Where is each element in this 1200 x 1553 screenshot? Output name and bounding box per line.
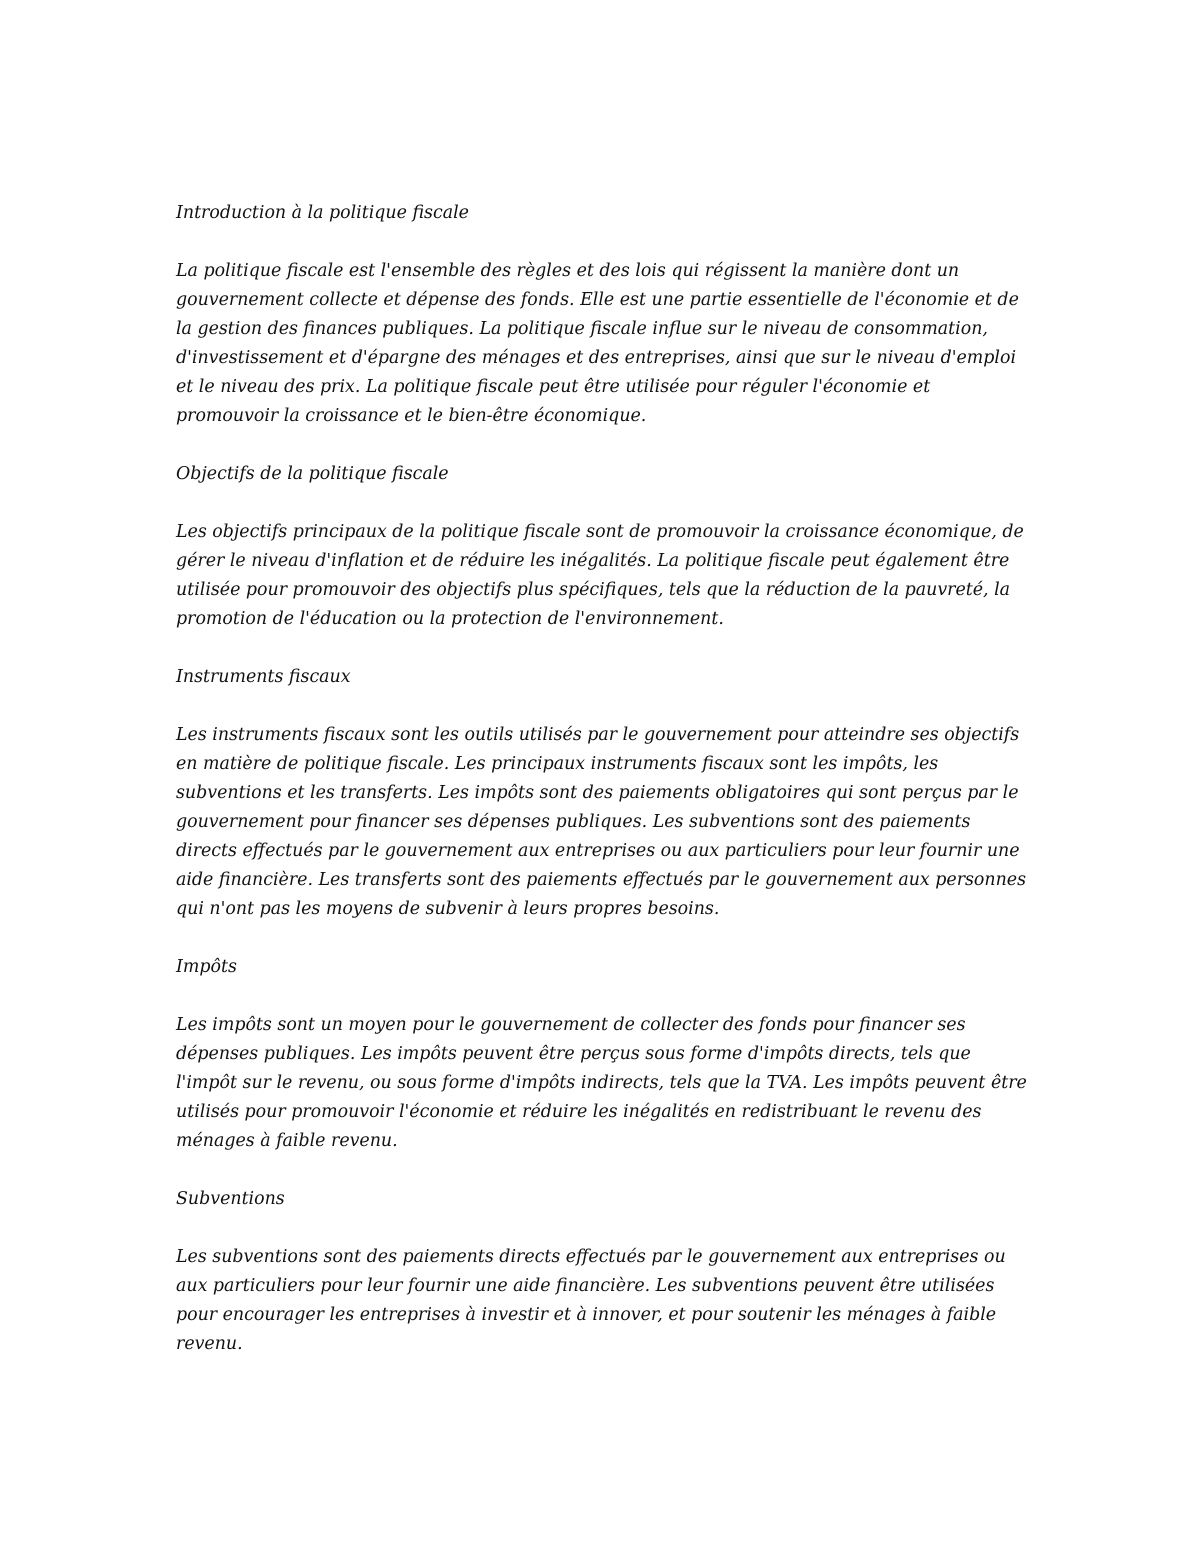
section-paragraph	[176, 1011, 1036, 1156]
paragraph-line: Les objectifs principaux de la politique fiscale sont de promouvoir la croissance économique, de	[176, 522, 1024, 542]
heading-text: Introduction à la politique fiscale	[176, 203, 469, 223]
document-page	[176, 199, 1036, 1388]
heading-text: Impôts	[176, 957, 237, 977]
paragraph-line: promouvoir la croissance et le bien-être économique.	[176, 406, 647, 426]
heading-text: Instruments fiscaux	[176, 667, 351, 687]
paragraph-line: utilisée pour promouvoir des objectifs plus spécifiques, tels que la réduction de la pauvreté, la	[176, 580, 1011, 600]
section-paragraph	[176, 257, 1036, 431]
paragraph-line: l'impôt sur le revenu, ou sous forme d'impôts indirects, tels que la TVA. Les impôts peuvent être	[176, 1073, 1027, 1093]
section-heading	[176, 1185, 1036, 1214]
paragraph-line: aide financière. Les transferts sont des paiements effectués par le gouvernement aux personnes	[176, 870, 1027, 890]
section-heading	[176, 953, 1036, 982]
heading-text: Objectifs de la politique fiscale	[176, 464, 449, 484]
paragraph-line: qui n'ont pas les moyens de subvenir à leurs propres besoins.	[176, 899, 720, 919]
section-heading	[176, 460, 1036, 489]
paragraph-line: gouvernement pour financer ses dépenses publiques. Les subventions sont des paiements	[176, 812, 971, 832]
section-paragraph	[176, 1243, 1036, 1359]
heading-text: Subventions	[176, 1189, 285, 1209]
paragraph-line: directs effectués par le gouvernement aux entreprises ou aux particuliers pour leur fournir une	[176, 841, 1020, 861]
paragraph-line: pour encourager les entreprises à investir et à innover, et pour soutenir les ménages à faible	[176, 1305, 997, 1325]
paragraph-line: promotion de l'éducation ou la protection de l'environnement.	[176, 609, 724, 629]
section-heading	[176, 199, 1036, 228]
paragraph-line: dépenses publiques. Les impôts peuvent être perçus sous forme d'impôts directs, tels que	[176, 1044, 971, 1064]
paragraph-line: ménages à faible revenu.	[176, 1131, 398, 1151]
paragraph-line: gouvernement collecte et dépense des fonds. Elle est une partie essentielle de l'économie et de	[176, 290, 1019, 310]
paragraph-line: revenu.	[176, 1334, 243, 1354]
paragraph-line: la gestion des finances publiques. La politique fiscale influe sur le niveau de consommation,	[176, 319, 988, 339]
section-paragraph	[176, 721, 1036, 924]
paragraph-line: gérer le niveau d'inflation et de réduire les inégalités. La politique fiscale peut également être	[176, 551, 1010, 571]
paragraph-line: aux particuliers pour leur fournir une aide financière. Les subventions peuvent être utilisées	[176, 1276, 995, 1296]
paragraph-line: Les instruments fiscaux sont les outils utilisés par le gouvernement pour atteindre ses objectifs	[176, 725, 1020, 745]
section-heading	[176, 663, 1036, 692]
paragraph-line: d'investissement et d'épargne des ménages et des entreprises, ainsi que sur le niveau d'emploi	[176, 348, 1017, 368]
paragraph-line: La politique fiscale est l'ensemble des règles et des lois qui régissent la manière dont un	[176, 261, 960, 281]
paragraph-line: Les impôts sont un moyen pour le gouvernement de collecter des fonds pour financer ses	[176, 1015, 966, 1035]
paragraph-line: subventions et les transferts. Les impôts sont des paiements obligatoires qui sont perçus par le	[176, 783, 1019, 803]
paragraph-line: en matière de politique fiscale. Les principaux instruments fiscaux sont les impôts, les	[176, 754, 939, 774]
section-paragraph	[176, 518, 1036, 634]
paragraph-line: utilisés pour promouvoir l'économie et réduire les inégalités en redistribuant le revenu des	[176, 1102, 982, 1122]
paragraph-line: et le niveau des prix. La politique fiscale peut être utilisée pour réguler l'économie et	[176, 377, 931, 397]
paragraph-line: Les subventions sont des paiements directs effectués par le gouvernement aux entreprises ou	[176, 1247, 1006, 1267]
